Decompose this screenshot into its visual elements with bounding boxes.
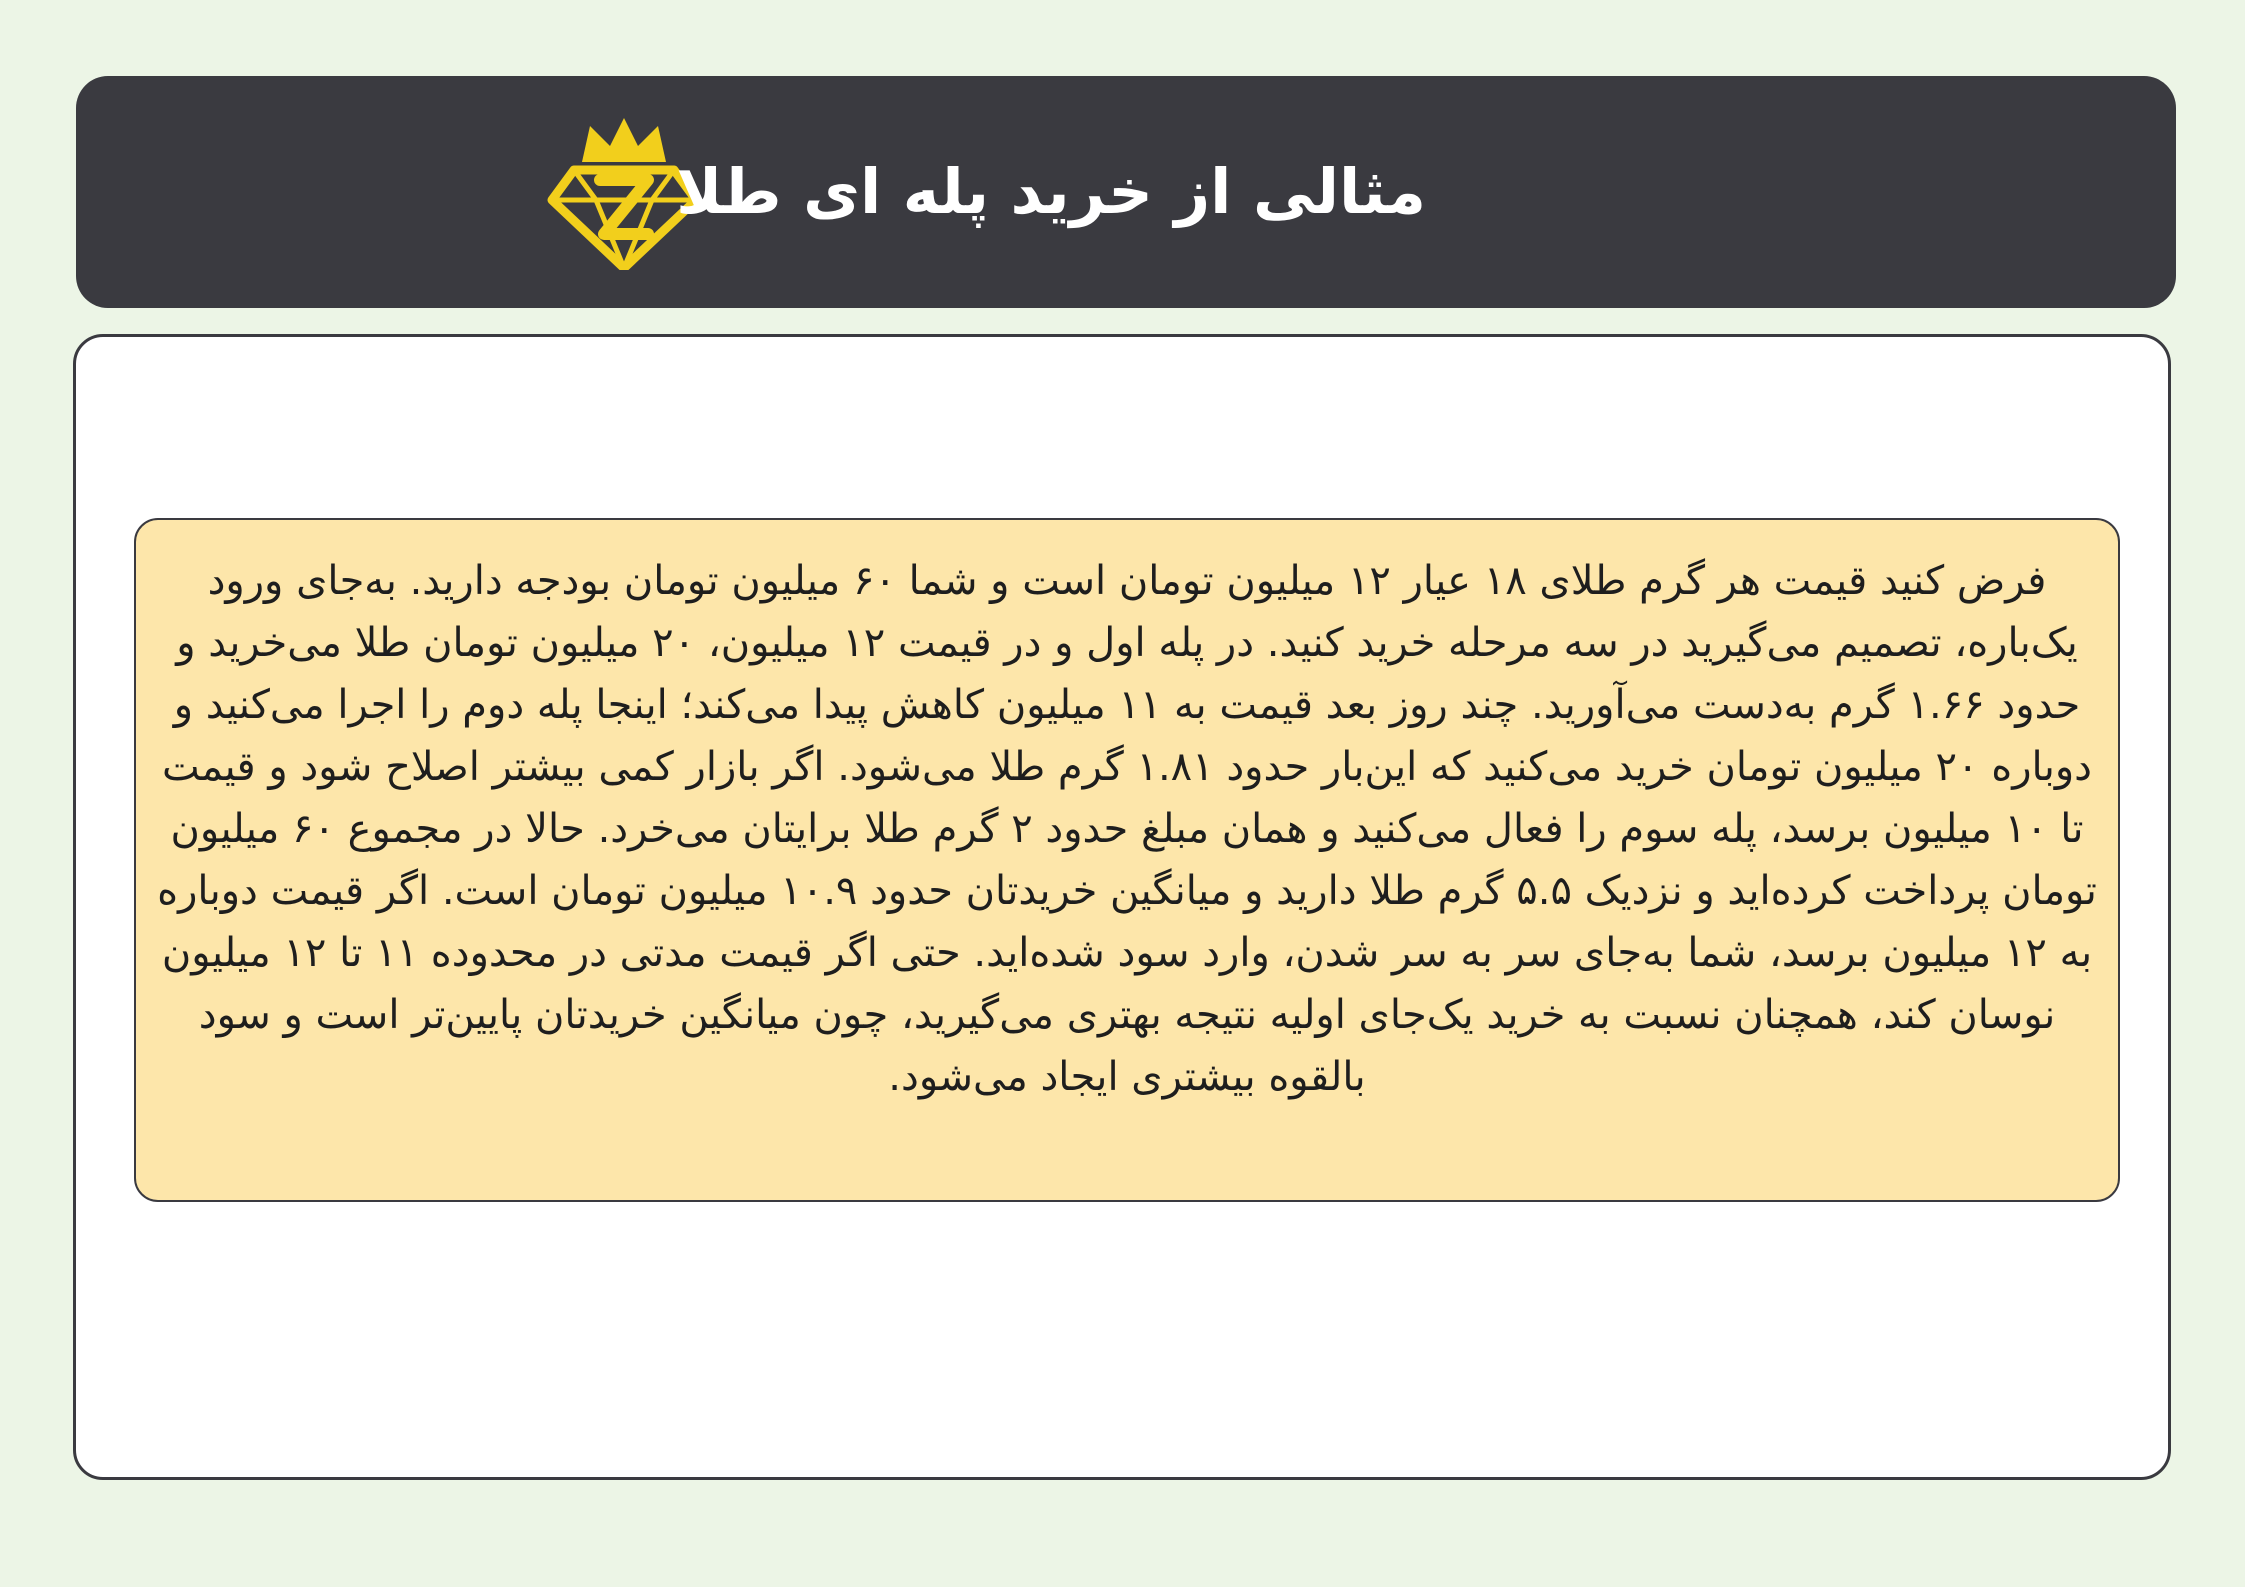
page-title: مثالی از خرید پله ای طلا (676, 155, 1426, 228)
header-bar (76, 76, 2176, 308)
example-text-box (134, 518, 2120, 1202)
example-paragraph: فرض کنید قیمت هر گرم طلای ۱۸ عیار ۱۲ میلیون تومان است و شما ۶۰ میلیون تومان بودجه دارید. به‌جای ورود یک‌باره، تصمیم می‌گیرید در سه مرحله خرید کنید. در پله اول و در قیمت ۱۲ میلیون، ۲۰ میلیون تومان طلا می‌خرید و حدود ۱.۶۶ گرم به‌دست می‌آورید. چند روز بعد قیمت به ۱۱ میلیون کاهش پیدا می‌کند؛ اینجا پله دوم را اجرا می‌کنید و دوباره ۲۰ میلیون تومان خرید می‌کنید که این‌بار حدود ۱.۸۱ گرم طلا می‌شود. اگر بازار کمی بیشتر اصلاح شود و قیمت تا ۱۰ میلیون برسد، پله سوم را فعال می‌کنید و همان مبلغ حدود ۲ گرم طلا برایتان می‌خرد. حالا در مجموع ۶۰ میلیون تومان پرداخت کرده‌اید و نزدیک ۵.۵ گرم طلا دارید و میانگین خریدتان حدود ۱۰.۹ میلیون تومان است. اگر قیمت دوباره به ۱۲ میلیون برسد، شما به‌جای سر به سر شدن، وارد سود شده‌اید. حتی اگر قیمت مدتی در محدوده ۱۱ تا ۱۲ میلیون نوسان کند، همچنان نسبت به خرید یک‌جای اولیه نتیجه بهتری می‌گیرید، چون میانگین خریدتان پایین‌تر است و سود بالقوه بیشتری ایجاد می‌شود. (157, 558, 2097, 1100)
